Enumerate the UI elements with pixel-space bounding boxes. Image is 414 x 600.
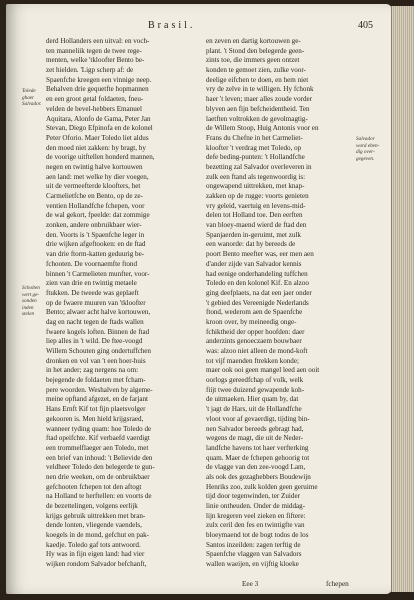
text-line: bejegende de foldaeten met fcham- [46, 376, 146, 385]
text-line: haer 't leven; maer alles zoude vorder [206, 95, 313, 104]
text-line: een trommelflaeger aen Toledo, met [46, 443, 149, 452]
text-line: ventien Hollandfche fchepen, voor [46, 201, 145, 210]
text-line: 't gebied des Vereenigde Nederlands [206, 298, 309, 307]
text-line: vry geleid, vaertuig en levens-mid- [206, 201, 306, 210]
text-line: inden [22, 304, 34, 311]
text-line: Santos inzeilden: zagen terftig de [206, 540, 301, 549]
text-line: veldheer Toledo den belegerde te gun- [46, 463, 155, 472]
text-line: ging deefplaets, na dat een jaer onder [206, 288, 312, 297]
text-line: koegels in de mond, gefchut en pak- [46, 531, 150, 540]
text-line: wallen waeijen, en vijftig kloeke [206, 560, 299, 569]
text-line: kloofter 't verdrag met Toledo, op [206, 143, 302, 152]
text-line: anderzints genoeczaem bouwbaer [206, 337, 302, 346]
text-line: menten, welke 'tkloofter Bento be- [46, 56, 145, 65]
text-line: drie wijken afgeftooken: en de ftad [46, 240, 146, 249]
text-line: 't jagt de Hars, uit de Hollandfche [206, 405, 302, 414]
text-line: stelen [22, 311, 35, 318]
text-line: ghaet [22, 94, 34, 101]
text-line: Bento; alwaer acht halve kortouwen, [46, 308, 151, 317]
text-line: vry de zelve in te willigen. Hy fchonk [206, 85, 314, 94]
text-line: de voorige uitftellen honderd mannen, [46, 153, 155, 162]
text-line: Spaenfche kreegen een vinnige neep. [46, 75, 152, 84]
text-line: Scholten [22, 285, 40, 291]
text-line: van drie ftorm-katten geduurig be- [46, 250, 145, 259]
text-line: als ook des gezaghebbers Boudewijn [206, 472, 311, 481]
text-line: plant. 't Stond den belegerde geen- [206, 46, 305, 55]
text-line: uit de vermeefterde kloofters, het [46, 182, 141, 191]
text-line: na Holland te herftellen: en voorts de [46, 492, 152, 501]
margin-note-left-1 [22, 88, 46, 108]
text-line: oorlogs gereedfchap of volk, welk [206, 376, 304, 385]
text-line: Willem Schouten ging ondertuffchen [46, 347, 151, 355]
text-line: was: alzoo niet alleen de mond-koft [206, 347, 308, 355]
signature-mark: Eee 3 [242, 580, 259, 588]
text-line: Peter Oforio. Maer Toledo liet aldus [46, 133, 149, 142]
text-line: laetften voltrokken de gevolmagtig- [206, 114, 308, 123]
left-text-column [46, 37, 196, 570]
text-line: blyven aen fijn befcheidentheid. Ten [206, 104, 310, 113]
text-line: een brief van inhoud: 't Believide den [46, 453, 153, 462]
catchword: fchepen [326, 580, 349, 588]
text-line: gegeven. [356, 155, 375, 162]
text-line: word eben- [356, 142, 380, 149]
text-line: Hans Ernft Kif tot fijn plaetsvolger [46, 405, 146, 414]
text-line: poort Bento meefter was, eer men aen [206, 250, 314, 259]
page-header [6, 20, 392, 34]
text-line: fchooten. De voornaemfte ftond [46, 259, 138, 268]
text-line: lijn kregeren veel zieken en fiftere: [206, 511, 306, 520]
book-page [6, 4, 392, 594]
text-line: binnen 't Carmelieten munfter, voor- [46, 269, 150, 278]
text-line: dende lonten, vliegende vaendels, [46, 521, 142, 530]
page-edges [391, 6, 414, 592]
text-line: tot vijf maenden ftrekken konde; [206, 356, 299, 365]
text-line: de Willem Stoop, Huig Antonis voor en [206, 124, 319, 133]
text-line: velden de bevel-hebbers Emanuel [46, 104, 142, 113]
text-line: dag en nacht tegen de ftads wallen [46, 317, 144, 326]
text-line: zakken op de rugge: voorts genieten [206, 192, 309, 200]
text-line: Salvador [356, 136, 375, 142]
text-line: gekooren is. Men hield krijgsraed, [46, 414, 144, 423]
text-line: linie ontheuden. Onder de middag- [206, 502, 306, 510]
text-line: aen land: met welke hy dier voegen, [46, 172, 149, 181]
text-line: kaedje. Toledo gaf tots antwoord. [46, 540, 141, 549]
text-line: bloeymaend tot de bogt todos de los [206, 531, 309, 540]
text-line: Behalven drie gequetfte hopmannen [46, 85, 149, 94]
margin-note-left-2 [22, 285, 46, 318]
text-line: krijgs gebruik uittrekken met bran- [46, 511, 146, 520]
text-line: wanneer tyding quam: hoe Toledo de [46, 424, 152, 433]
text-line: negen en twintig halve kortouwen [46, 162, 143, 171]
text-line: en zeven en dartig kortouwen ge- [206, 37, 301, 45]
text-line: ten manneliik tegen de twee rege- [46, 46, 142, 55]
text-line: had eenige onderhandeling tuffchen [206, 269, 308, 278]
text-line: fiijt twee duizend gewapende koh- [206, 385, 305, 394]
running-title: Brasil. [148, 20, 196, 31]
text-line: ftad opeifchte. Kif verbaefd vaerdigt [46, 434, 150, 443]
text-line: zulk een ftand als tegenwoordig is: [206, 172, 306, 181]
text-line: van bloey-maend wierd de ftad den [206, 221, 307, 230]
text-line: nen Salvador bereeds gebragt had, [206, 424, 304, 433]
text-line: den moed niet zakken: hy bragt, by [46, 143, 146, 152]
text-line: in het ander; zag nergens na om: [46, 366, 139, 375]
text-line: meine opftand afgezet, en de farjant [46, 395, 149, 404]
text-line: zet hielden. 'Ligp scherp af: de [46, 66, 134, 75]
text-line: de vlagge van den zee-voogd Lam, [206, 463, 306, 472]
text-line: ftond, wederom aen de Spaenfche [206, 308, 303, 317]
text-line: op de fwaere muuren van 'tkloofter [46, 298, 146, 307]
text-line: sonden [22, 298, 37, 305]
text-line: Spaenfche vlaggen van Salvadors [206, 550, 302, 559]
text-line: kroon over, by meineedig onge- [206, 317, 297, 326]
text-line: Carmelietfche en Bento, op de ze- [46, 192, 143, 200]
page-number: 405 [358, 20, 373, 31]
text-line: de wal gekort, fpeelde: dat zommige [46, 211, 150, 220]
text-line: ongewapend uittrekken, met knap- [206, 182, 305, 191]
text-line: wert ge- [22, 291, 40, 298]
text-line: Spanjaerden in-geruimt, met zulk [206, 230, 301, 239]
text-line: zien van drie en twintig metaele [46, 279, 137, 288]
text-line: Salvador. [22, 101, 42, 108]
text-line: quam. Maer de fchepen gehoorig tot [206, 453, 310, 462]
text-line: en een groot getal foldaeten, fneu- [46, 95, 144, 104]
text-line: wegens de magt, die uit de Neder- [206, 434, 303, 443]
text-line: den. Voorts is 't Spaenfche leger in [46, 230, 145, 239]
text-line: d'ander zijde van Salvador kennis [206, 259, 302, 268]
text-line: deelige eifchen te doen, en hem niet [206, 75, 309, 84]
text-line: gefchooten fchepen tot den aftogt [46, 482, 142, 491]
text-line: Stevan, Diego Efpinofa en de kolonel [46, 124, 153, 133]
text-line: een wanorde: dat hy bereeds de [206, 240, 296, 249]
text-line: nen drie weeken, om de onbruikbaer [46, 472, 150, 481]
text-line: zulx ceril den fes en twintigfte van [206, 521, 305, 530]
text-line: zonken, andere onbruikbaer wier- [46, 221, 142, 230]
text-line: Hy was in fijn eigen land: had vier [46, 550, 145, 559]
right-text-column [206, 37, 354, 570]
text-line: Tolede [22, 88, 36, 94]
text-line: tijd door tegenwinden, ter Zuider [206, 492, 300, 501]
text-line: landfche havens tot haer verfterking [206, 443, 309, 452]
text-line: konden te gemoet zien, zulke voor- [206, 66, 306, 75]
text-line: Aquitara, Alonfo de Gama, Peter Jan [46, 114, 151, 123]
text-line: Frans du Chefne in het Carmeliet- [206, 133, 303, 142]
text-line: derd Hollanders een uitval: en voch- [46, 37, 150, 45]
text-line: delen tot Holland toe. Den eerften [206, 211, 303, 220]
text-line: Toledo en den kolonel Kif. En alzoo [206, 279, 309, 288]
text-line: de bezettelingen, volgens eerlijk [46, 502, 138, 510]
text-line: vloot voor af gevaerdigt, tijding bin- [206, 414, 310, 423]
text-line: de uitmaeken. Hier quam by, dat [206, 395, 299, 404]
text-line: zints toe, die immers geen ontzet [206, 56, 300, 65]
text-line: Henriks zoo, zulk kolden geen geruime [206, 482, 318, 491]
text-line: liep alles in 't wild. De ftee-voogd [46, 337, 143, 346]
text-line: dronken en vol van 't een hoer-huis [46, 356, 146, 365]
text-line: defe beding-punten: 't Hollandfche [206, 153, 305, 162]
text-line: ftukken. De tweede was geplaeft [46, 288, 139, 297]
text-line: wijken rondom Salvador befchanft, [46, 560, 147, 569]
text-line: bezetting zal Salvador overleveren in [206, 162, 312, 171]
margin-note-right-1 [356, 136, 388, 162]
text-line: maer ook ooi geen mangel leed aen ooit [206, 366, 320, 375]
text-line: dig over- [356, 149, 375, 156]
text-line: pere woorden. Weshalven by algeme- [46, 385, 153, 394]
page-footer [6, 580, 392, 592]
text-line: fwaere kogels loften. Binnen de ftad [46, 327, 150, 336]
text-line: fchiktheid der opper hoofden: daer [206, 327, 305, 336]
